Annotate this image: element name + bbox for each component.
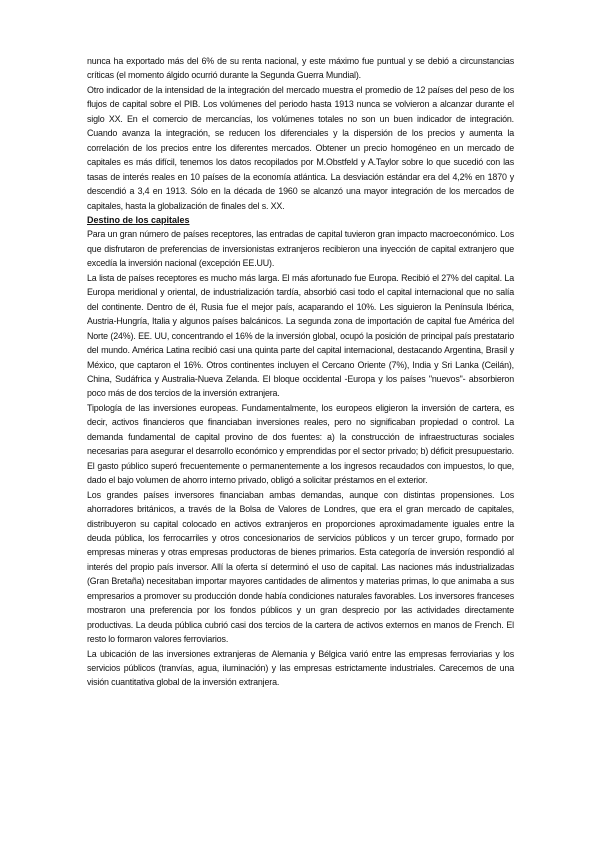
paragraph-4: La lista de países receptores es mucho más larga. El más afortunado fue Europa. Recibió el 27% del capital. La Europa meridional y oriental, de industrialización tardía, absorbió casi todo el capital internacional que no salía del continente. Dentro de él, Rusia fue el mejor país, acaparando el 10%. Les siguieron la Península Ibérica, Austria-Hungría, Italia y algunos países balcánicos. La segunda zona de importación de capital fue América del Norte (24%). EE. UU, concentrando el 16% de la inversión global, ocupó la posición de principal país prestatario del mundo. América Latina recibió casi una quinta parte del capital internacional, destacando Argentina, Brasil y México, que captaron el 16%. Otros continentes incluyen el Cercano Oriente (7%), India y Sri Lanka (Ceilán), China, Sudáfrica y Australia-Nueva Zelanda. El bloque occidental -Europa y los países "nuevos"- absorbieron poco más de dos tercios de la inversión extranjera. bbox=[87, 272, 514, 399]
document-page bbox=[87, 54, 514, 690]
paragraph-1: nunca ha exportado más del 6% de su renta nacional, y este máximo fue puntual y se debió a circunstancias críticas (el momento álgido ocurrió durante la Segunda Guerra Mundial). bbox=[87, 56, 514, 81]
section-heading: Destino de los capitales bbox=[87, 214, 190, 225]
paragraph-7: La ubicación de las inversiones extranjeras de Alemania y Bélgica varió entre las empresas ferroviarias y los servicios públicos (tranvías, agua, iluminación) y las empresas estrictamente industriales. Carecemos de una visión cuantitativa global de la inversión extranjera. bbox=[87, 648, 514, 688]
paragraph-3: Para un gran número de países receptores, las entradas de capital tuvieron gran impacto macroeconómico. Los que disfrutaron de preferencias de inversionistas extranjeros recibieron una inyección de capital extranjero que excedía la inversión nacional (excepción EE.UU). bbox=[87, 229, 514, 269]
paragraph-6: Los grandes países inversores financiaban ambas demandas, aunque con distintas propensiones. Los ahorradores británicos, a través de la Bolsa de Valores de Londres, que era el gran mercado de capitales, distribuyeron su capital colocado en activos extranjeros en proporciones aproximadamente iguales entre la deuda pública, los ferrocarriles y otros concesionarios de servicios públicos y un tercer grupo, formado por empresas mineras y otras empresas productoras de bienes primarios. Esta categoría de inversión respondió al interés del propio país inversor. Allí la oferta sí determinó el uso de capital. Las naciones más industrializadas (Gran Bretaña) necesitaban importar mayores cantidades de alimentos y materias primas, lo que animaba a sus empresarios a promover su producción donde había condiciones naturales favorables. Los inversores franceses mostraron una preferencia por los fondos públicos y un gran desprecio por las actividades directamente productivas. La deuda pública cubrió casi dos tercios de la cartera de activos externos en manos de French. El resto lo formaron valores ferroviarios. bbox=[87, 489, 514, 645]
paragraph-5: Tipología de las inversiones europeas. Fundamentalmente, los europeos eligieron la inversión de cartera, es decir, activos financieros que financiaban inversiones reales, pero no significaban propiedad o control. La demanda fundamental de capital provino de dos fuentes: a) la construcción de infraestructuras sociales necesarias para asegurar el desarrollo económico y emprendidas por el sector privado; b) déficit presupuestario. El gasto público superó frecuentemente o permanentemente a los ingresos recaudados con impuestos, lo que, dado el bajo volumen de ahorro interno privado, obligó a solicitar préstamos en el exterior. bbox=[87, 402, 514, 486]
paragraph-2: Otro indicador de la intensidad de la integración del mercado muestra el promedio de 12 países del peso de los flujos de capital sobre el PIB. Los volúmenes del periodo hasta 1913 nunca se volvieron a alcanzar durante el siglo XX. En el comercio de mercancías, los volúmenes totales no son un buen indicador de integración. Cuando avanza la integración, se reducen los diferenciales y la dispersión de los precios y aumenta la correlación de los precios entre los diferentes mercados. Obtener un precio homogéneo en un mercado de capitales es más difícil, tenemos los datos recopilados por M.Obstfeld y A.Taylor sobre lo que sucedió con las tasas de interés reales en 10 países de la economía atlántica. La desviación estándar era del 4,2% en 1870 y descendió a 3,4 en 1913. Sólo en la década de 1960 se alcanzó una mayor integración de los mercados de capitales, hasta la globalización de finales del s. XX. bbox=[87, 84, 514, 211]
